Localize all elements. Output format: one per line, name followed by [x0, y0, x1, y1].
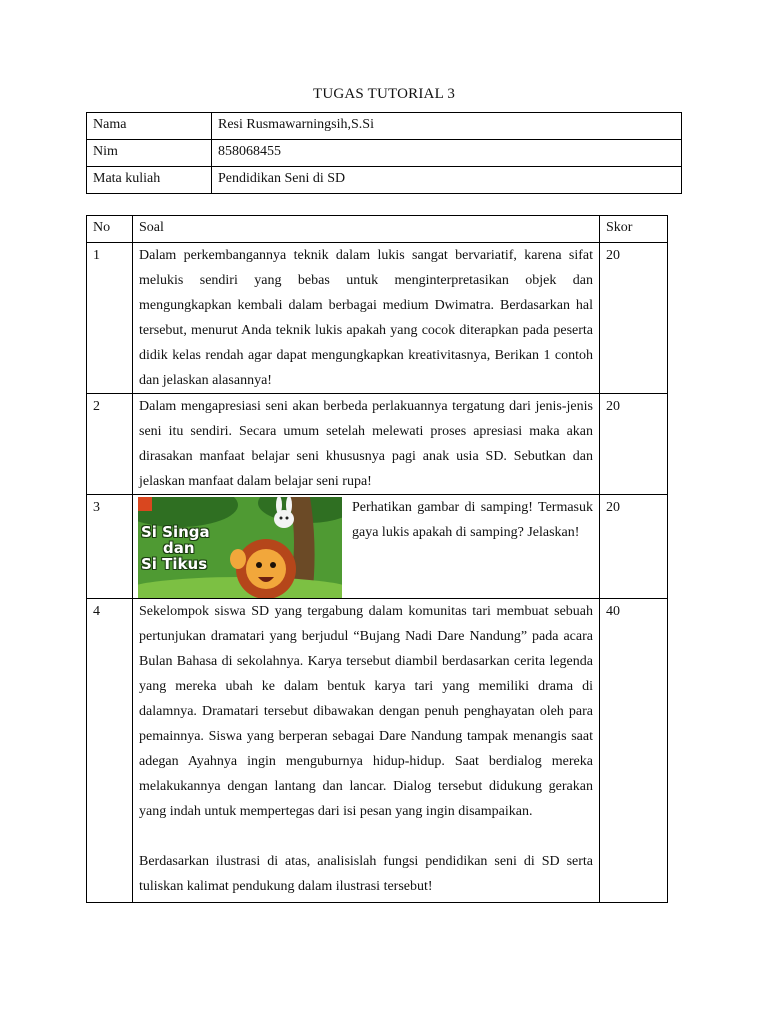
- caption-line: Si Tikus: [141, 555, 208, 573]
- info-value: Pendidikan Seni di SD: [212, 167, 682, 194]
- row-no: 1: [87, 243, 133, 394]
- caption-line: dan: [163, 539, 195, 557]
- row-no: 3: [87, 495, 133, 599]
- row-score: 40: [600, 599, 668, 903]
- question-table: [86, 215, 668, 903]
- row-question: Dalam perkembangannya teknik dalam lukis sangat bervariatif, karena sifat melukis sendiri yang bebas untuk menginterpretasikan objek dan mengungkapkan kembali dalam berbagai medium Dwimatra. Berdasarkan hal tersebut, menurut Anda teknik lukis apakah yang cocok diterapkan pada peserta didik kelas rendah agar dapat mengungkapkan kreativitasnya, Berikan 1 contoh dan jelaskan alasannya!: [133, 243, 600, 394]
- question-paragraph: Berdasarkan ilustrasi di atas, analisislah fungsi pendidikan seni di SD serta tuliskan kalimat pendukung dalam ilustrasi tersebut!: [139, 854, 593, 894]
- row-no: 2: [87, 394, 133, 495]
- row-score: 20: [600, 394, 668, 495]
- row-question: [133, 495, 600, 599]
- info-row: [87, 167, 682, 194]
- caption-line: Si Singa: [141, 523, 210, 541]
- header-soal: Soal: [133, 216, 600, 243]
- info-table: [86, 112, 682, 194]
- table-row: [87, 599, 668, 903]
- table-row: [87, 243, 668, 394]
- header-no: No: [87, 216, 133, 243]
- row-question-text: Perhatikan gambar di samping! Termasuk gaya lukis apakah di samping? Jelaskan!: [352, 500, 593, 540]
- info-row: [87, 113, 682, 140]
- document-title: TUGAS TUTORIAL 3: [312, 86, 456, 102]
- info-label: Nama: [87, 113, 212, 140]
- row-question: Dalam mengapresiasi seni akan berbeda perlakuannya tergatung dari jenis-jenis seni itu sendiri. Secara umum setelah melewati proses apresiasi maka akan dirasakan manfaat belajar seni khususnya pagi anak usia SD. Sebutkan dan jelaskan manfaat dalam belajar seni rupa!: [133, 394, 600, 495]
- info-row: [87, 140, 682, 167]
- row-no: 4: [87, 599, 133, 903]
- table-header-row: [87, 216, 668, 243]
- info-value: Resi Rusmawarningsih,S.Si: [212, 113, 682, 140]
- image-caption: [141, 524, 210, 572]
- table-row: [87, 495, 668, 599]
- lion-illustration-image: [138, 497, 342, 598]
- info-label: Nim: [87, 140, 212, 167]
- row-question: [133, 599, 600, 903]
- question-paragraph: Sekelompok siswa SD yang tergabung dalam komunitas tari membuat sebuah pertunjukan dramatari yang berjudul “Bujang Nadi Dare Nandung” pada acara Bulan Bahasa di sekolahnya. Karya tersebut diambil berdasarkan cerita legenda yang mereka ubah ke dalam bentuk karya tari yang memiliki drama di dalamnya. Dramatari tersebut dibawakan dengan penuh penghayatan oleh para pemainnya. Siswa yang berperan sebagai Dare Nandung tampak menangis saat adegan Ayahnya ingin menguburnya hidup-hidup. Saat berdialog mereka melakukannya dengan lantang dan lancar. Dialog tersebut didukung gerakan yang indah untuk mempertegas dari isi pesan yang ingin disampaikan.: [139, 604, 593, 819]
- header-skor: Skor: [600, 216, 668, 243]
- row-score: 20: [600, 495, 668, 599]
- info-label: Mata kuliah: [87, 167, 212, 194]
- row-score: 20: [600, 243, 668, 394]
- info-value: 858068455: [212, 140, 682, 167]
- table-row: [87, 394, 668, 495]
